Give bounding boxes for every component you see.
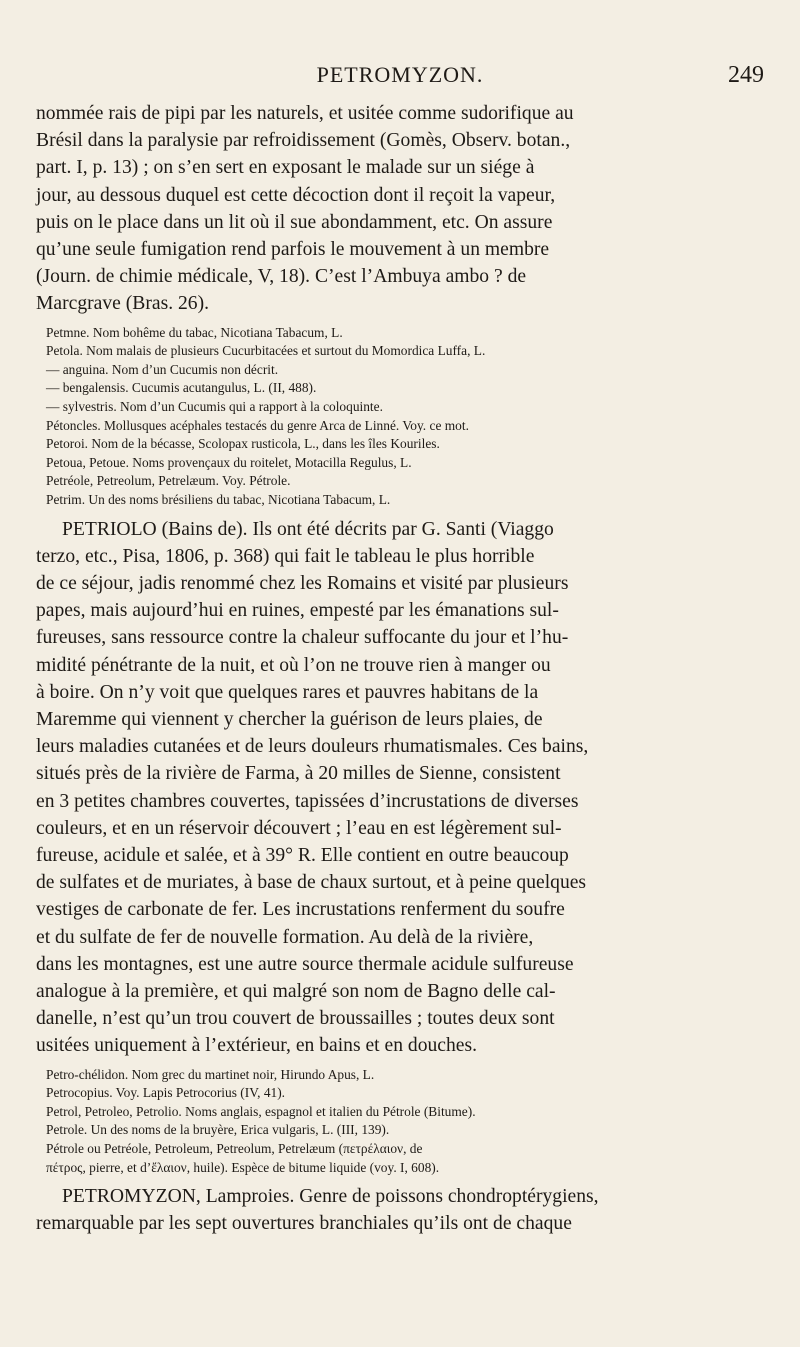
dictionary-entry: Petoroi. Nom de la bécasse, Scolopax rusticola, L., dans les îles Kouriles. [46,436,440,452]
text-line: jour, au dessous duquel est cette décoction dont il reçoit la vapeur, [36,184,556,206]
text-line: dans les montagnes, est une autre source thermale acidule sulfureuse [36,953,574,975]
dictionary-entry: Petmne. Nom bohême du tabac, Nicotiana Tabacum, L. [46,324,343,340]
text-line: remarquable par les sept ouvertures branchiales qu’ils ont de chaque [36,1213,572,1235]
dictionary-entry: Pétoncles. Mollusques acéphales testacés du genre Arca de Linné. Voy. ce mot. [46,417,469,433]
text-line: Marcgrave (Bras. 26). [36,293,210,315]
text-line: papes, mais aujourd’hui en ruines, empesté par les émanations sul- [36,600,559,622]
page-header [36,62,764,94]
dictionary-entry: Pétrole ou Petréole, Petroleum, Petreolum, Petrelæum (πετρέλαιον, de [46,1141,423,1156]
small-entries-group-2 [36,1066,772,1178]
text-line: de sulfates et de muriates, à base de chaux surtout, et à peine quelques [36,872,587,894]
text-line: danelle, n’est qu’un trou couvert de broussailles ; toutes deux sont [36,1008,555,1030]
text-line: PETROMYZON, Lamproies. Genre de poissons chondroptérygiens, [62,1186,599,1208]
dictionary-entry: — bengalensis. Cucumis acutangulus, L. (II, 488). [46,380,317,396]
paragraph-petriolo [36,516,772,1060]
text-line: en 3 petites chambres couvertes, tapissées d’incrustations de diverses [36,790,579,812]
dictionary-entry: Petrole. Un des noms de la bruyère, Erica vulgaris, L. (III, 139). [46,1122,390,1138]
text-line: fureuses, sans ressource contre la chaleur suffocante du jour et l’hu- [36,627,569,649]
dictionary-entry: — sylvestris. Nom d’un Cucumis qui a rapport à la coloquinte. [46,399,383,414]
small-entries-group-1 [36,324,772,510]
text-line: usitées uniquement à l’extérieur, en bains et en douches. [36,1035,478,1057]
text-line: nommée rais de pipi par les naturels, et usitée comme sudorifique au [36,103,574,124]
text-line: PETRIOLO (Bains de). Ils ont été décrits par G. Santi (Viaggo [62,518,554,540]
text-line: fureuse, acidule et salée, et à 39° R. Elle contient en outre beaucoup [36,845,569,866]
text-line: vestiges de carbonate de fer. Les incrustations renferment du soufre [36,899,565,921]
dictionary-entry: Petoua, Petoue. Noms provençaux du roitelet, Motacilla Regulus, L. [46,454,412,470]
text-line: de ce séjour, jadis renommé chez les Romains et visité par plusieurs [36,572,569,594]
paragraph-ambuya [36,100,772,318]
text-line: part. I, p. 13) ; on s’en sert en exposant le malade sur un siége à [36,157,535,179]
dictionary-entry: Petro-chélidon. Nom grec du martinet noir, Hirundo Apus, L. [46,1066,375,1082]
dictionary-entry: Petrim. Un des noms brésiliens du tabac, Nicotiana Tabacum, L. [46,491,391,507]
page-body [36,100,772,1238]
page-number: 249 [728,62,764,88]
text-line: terzo, etc., Pisa, 1806, p. 368) qui fait le tableau le plus horrible [36,545,535,567]
dictionary-entry: Petrol, Petroleo, Petrolio. Noms anglais, espagnol et italien du Pétrole (Bitume). [46,1103,476,1119]
running-title: PETROMYZON. [316,62,484,87]
text-line: situés près de la rivière de Farma, à 20 milles de Sienne, consistent [36,763,561,785]
text-line: couleurs, et en un réservoir découvert ; l’eau en est légèrement sul- [36,817,562,839]
dictionary-entry: πέτρος, pierre, et d’ἔλαιον, huile). Espèce de bitume liquide (voy. I, 608). [46,1159,440,1175]
text-line: leurs maladies cutanées et de leurs douleurs rhumatismales. Ces bains, [36,736,589,758]
dictionary-entry: Petrocopius. Voy. Lapis Petrocorius (IV, 41). [46,1085,286,1101]
text-line: midité pénétrante de la nuit, et où l’on ne trouve rien à manger ou [36,654,551,676]
text-line: qu’une seule fumigation rend parfois le mouvement à un membre [36,239,550,261]
text-line: analogue à la première, et qui malgré son nom de Bagno delle cal- [36,981,556,1003]
text-line: Brésil dans la paralysie par refroidissement (Gomès, Observ. botan., [36,130,571,152]
dictionary-entry: Petola. Nom malais de plusieurs Cucurbitacées et surtout du Momordica Luffa, L. [46,343,486,359]
dictionary-entry: Petréole, Petreolum, Petrelæum. Voy. Pétrole. [46,473,291,489]
dictionary-entry: — anguina. Nom d’un Cucumis non décrit. [46,361,279,377]
text-line: puis on le place dans un lit où il sue abondamment, etc. On assure [36,211,553,233]
text-line: et du sulfate de fer de nouvelle formation. Au delà de la rivière, [36,926,534,948]
text-line: (Journ. de chimie médicale, V, 18). C’est l’Ambuya ambo ? de [36,266,527,288]
text-line: Maremme qui viennent y chercher la guérison de leurs plaies, de [36,708,543,730]
paragraph-petromyzon [36,1183,772,1237]
text-line: à boire. On n’y voit que quelques rares et pauvres habitans de la [36,681,539,703]
